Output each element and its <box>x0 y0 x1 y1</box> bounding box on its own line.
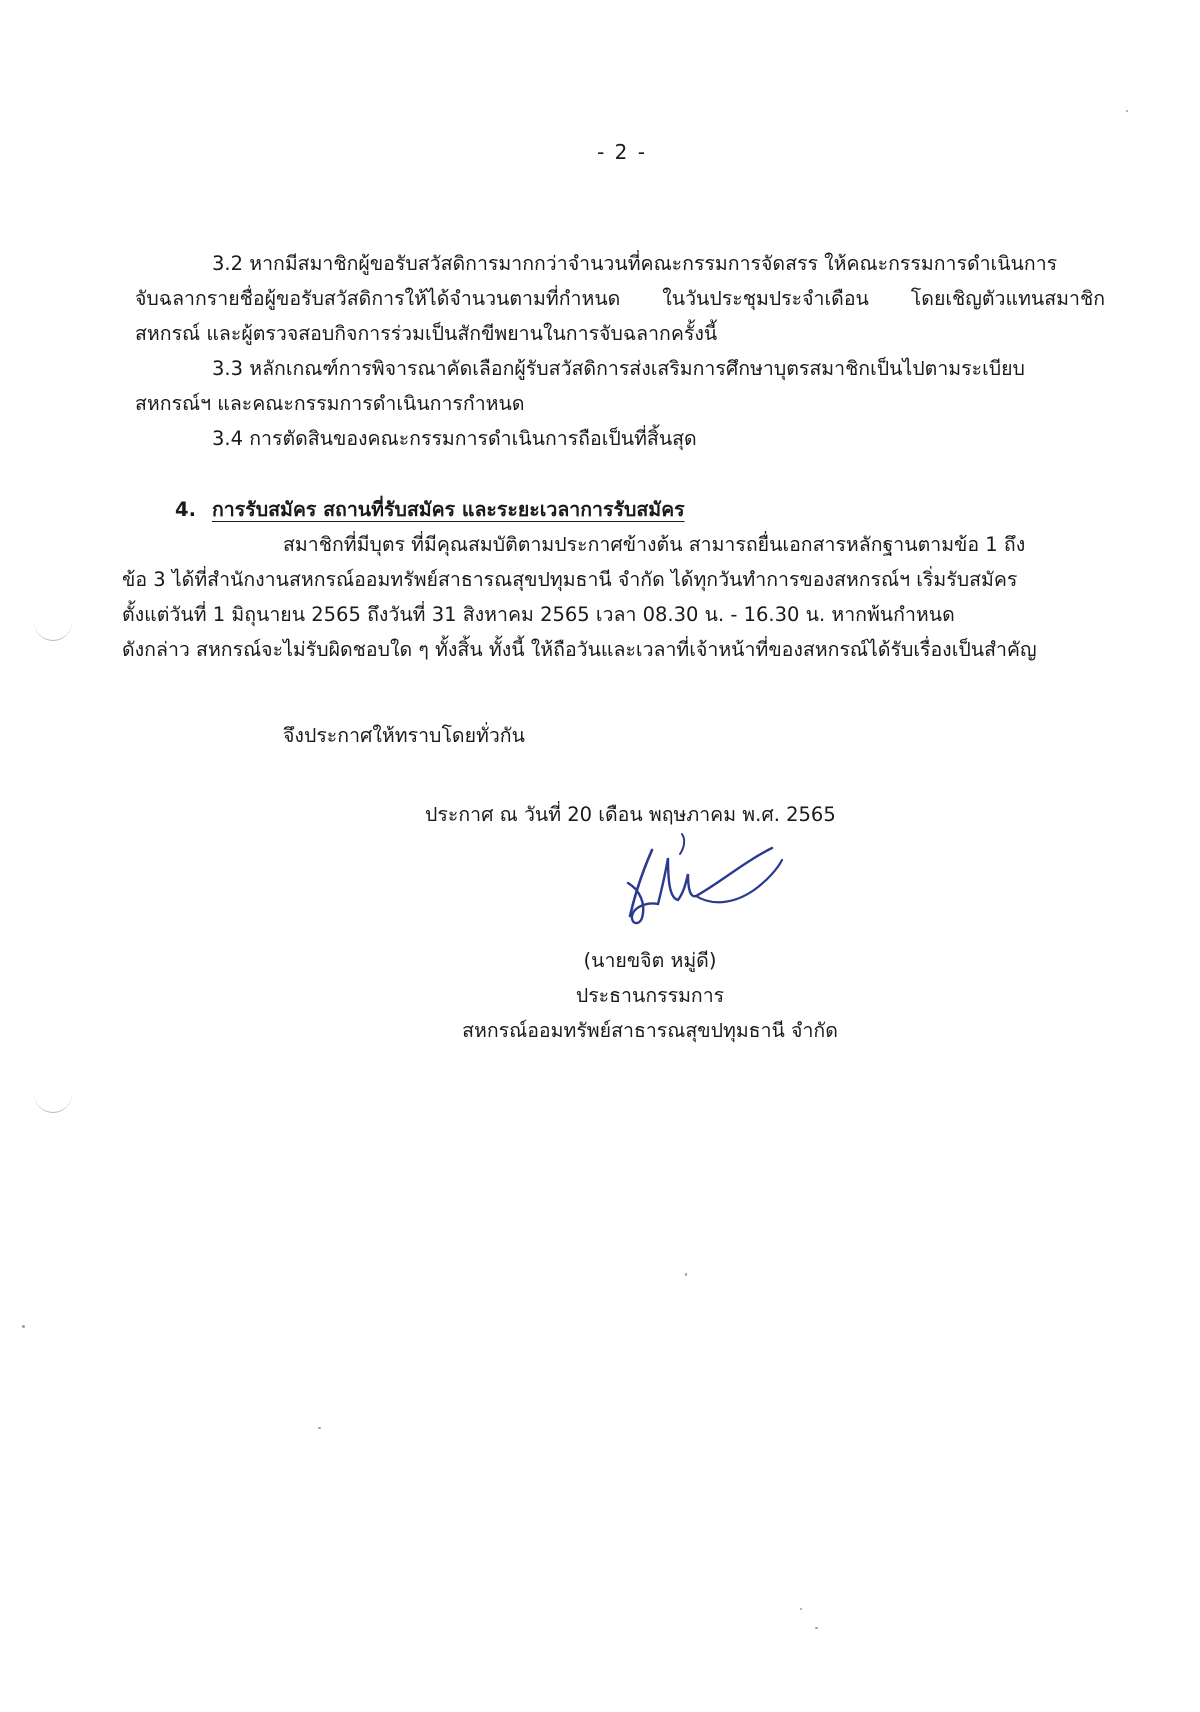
signer-name: (นายขจิต หมู่ดี) <box>583 949 717 972</box>
scan-speck <box>815 1627 818 1629</box>
item-3-3-line-2: สหกรณ์ฯ และคณะกรรมการดำเนินการกำหนด <box>135 392 525 415</box>
date-line: ประกาศ ณ วันที่ 20 เดือน พฤษภาคม พ.ศ. 2565 <box>425 803 836 826</box>
item-3-2-line-1: 3.2 หากมีสมาชิกผู้ขอรับสวัสดิการมากกว่าจำนวนที่คณะกรรมการจัดสรร ให้คณะกรรมการดำเนินการ <box>212 252 1058 275</box>
section-4-heading <box>175 492 685 527</box>
signer-organization: สหกรณ์ออมทรัพย์สาธารณสุขปทุมธานี จำกัด <box>462 1019 838 1042</box>
item-3-3-line-1: 3.3 หลักเกณฑ์การพิจารณาคัดเลือกผู้รับสวัสดิการส่งเสริมการศึกษาบุตรสมาชิกเป็นไปตามระเบียบ <box>212 357 1025 380</box>
section-4-line-4: ดังกล่าว สหกรณ์จะไม่รับผิดชอบใด ๆ ทั้งสิ้น ทั้งนี้ ให้ถือวันและเวลาที่เจ้าหน้าที่ของสหกรณ์ได้รับเรื่องเป็นสำคัญ <box>122 638 1037 661</box>
item-3-2-line-3: สหกรณ์ และผู้ตรวจสอบกิจการร่วมเป็นสักขีพยานในการจับฉลากครั้งนี้ <box>135 322 718 345</box>
signer-position: ประธานกรรมการ <box>575 984 725 1007</box>
item-3-4-line-1: 3.4 การตัดสินของคณะกรรมการดำเนินการถือเป็นที่สิ้นสุด <box>212 427 697 450</box>
item-3-2-line-2: จับฉลากรายชื่อผู้ขอรับสวัสดิการให้ได้จำนวนตามที่กำหนด ในวันประชุมประจำเดือน โดยเชิญตัวแทนสมาชิก <box>135 287 1105 310</box>
handwritten-signature <box>622 828 787 933</box>
scan-speck <box>685 1273 687 1276</box>
punch-hole-mark <box>34 1090 72 1113</box>
page-number: - 2 - <box>597 140 647 164</box>
scan-speck <box>318 1427 321 1429</box>
announcement-text: จึงประกาศให้ทราบโดยทั่วกัน <box>283 724 525 747</box>
section-4-line-2: ข้อ 3 ได้ที่สำนักงานสหกรณ์ออมทรัพย์สาธารณสุขปทุมธานี จำกัด ได้ทุกวันทำการของสหกรณ์ฯ เริ่มรับสมัคร <box>122 568 1018 591</box>
scan-speck <box>800 1608 802 1610</box>
punch-hole-mark <box>34 618 72 641</box>
scan-speck <box>1126 110 1128 112</box>
scan-speck <box>22 1325 25 1328</box>
section-4-line-1: สมาชิกที่มีบุตร ที่มีคุณสมบัติตามประกาศข้างต้น สามารถยื่นเอกสารหลักฐานตามข้อ 1 ถึง <box>283 533 1026 556</box>
section-4-title: การรับสมัคร สถานที่รับสมัคร และระยะเวลาการรับสมัคร <box>211 498 685 521</box>
section-4-line-3: ตั้งแต่วันที่ 1 มิถุนายน 2565 ถึงวันที่ 31 สิงหาคม 2565 เวลา 08.30 น. - 16.30 น. หากพ้นกำหนด <box>122 603 955 626</box>
section-4-number: 4. <box>175 498 196 521</box>
